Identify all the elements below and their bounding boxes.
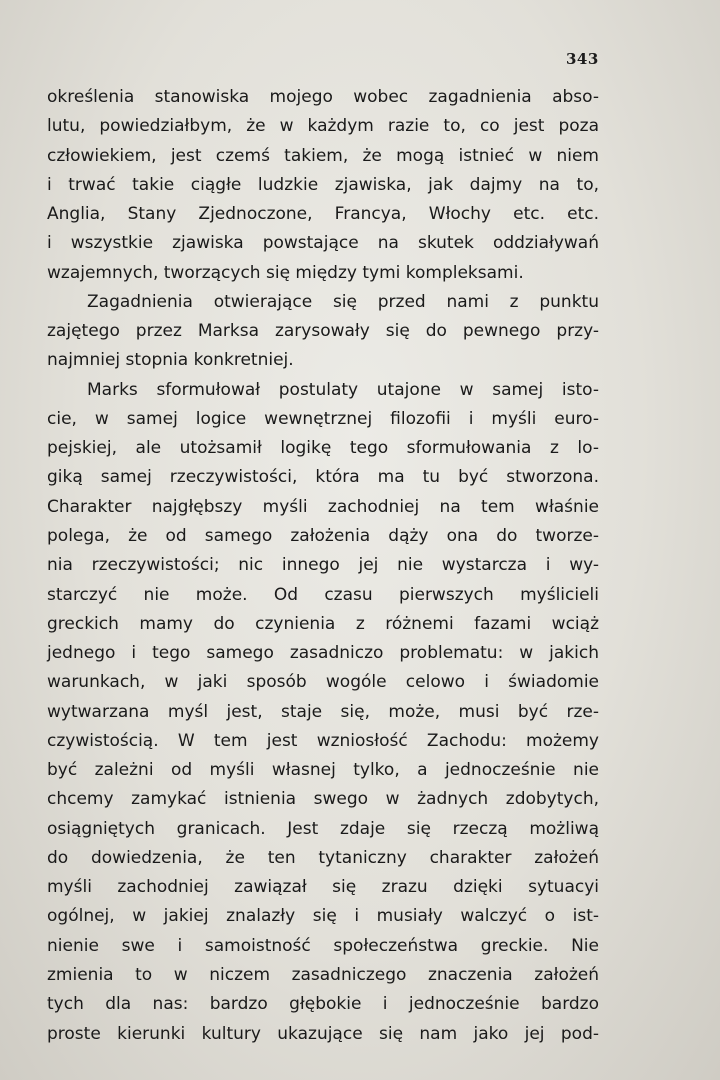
text-line: chcemy zamykać istnienia swego w żadnych zdobytych, [47, 789, 599, 810]
text-line: polega, że od samego założenia dąży ona do tworze- [47, 525, 599, 546]
text-line: proste kierunki kultury ukazujące się nam jako jej pod- [47, 1023, 599, 1044]
text-line: Zagadnienia otwierające się przed nami z punktu [87, 291, 599, 312]
text-line: i wszystkie zjawiska powstające na skutek oddziaływań [47, 233, 599, 254]
text-line: zajętego przez Marksa zarysowały się do pewnego przy- [47, 321, 599, 342]
text-line: czywistością. W tem jest wzniosłość Zachodu: możemy [47, 730, 599, 751]
text-line: cie, w samej logice wewnętrznej filozofii i myśli euro- [47, 408, 599, 429]
text-line: człowiekiem, jest czemś takiem, że mogą istnieć w niem [47, 145, 599, 166]
text-line: lutu, powiedziałbym, że w każdym razie to, co jest poza [47, 116, 599, 137]
text-line: Charakter najgłębszy myśli zachodniej na tem właśnie [47, 496, 599, 517]
text-line: nienie swe i samoistność społeczeństwa greckie. Nie [47, 935, 599, 956]
text-line: i trwać takie ciągłe ludzkie zjawiska, jak dajmy na to, [47, 174, 599, 195]
text-line: wzajemnych, tworzących się między tymi kompleksami. [47, 262, 524, 283]
text-line: Marks sformułował postulaty utajone w samej isto- [87, 379, 599, 400]
page-number: 343 [566, 50, 599, 68]
body-text [47, 83, 599, 1049]
text-line: myśli zachodniej zawiązał się zrazu dzięki sytuacyi [47, 877, 599, 898]
text-line: tych dla nas: bardzo głębokie i jednocześnie bardzo [47, 994, 599, 1015]
text-line: określenia stanowiska mojego wobec zagadnienia abso- [47, 87, 599, 107]
text-line: ogólnej, w jakiej znalazły się i musiały walczyć o ist- [47, 906, 599, 927]
text-line: greckich mamy do czynienia z różnemi fazami wciąż [47, 613, 599, 634]
text-line: nia rzeczywistości; nic innego jej nie wystarcza i wy- [47, 555, 599, 576]
text-line: starczyć nie może. Od czasu pierwszych myślicieli [47, 584, 599, 605]
text-line: jednego i tego samego zasadniczo problematu: w jakich [47, 643, 599, 664]
text-line: do dowiedzenia, że ten tytaniczny charakter założeń [47, 847, 599, 868]
text-line: giką samej rzeczywistości, która ma tu być stworzona. [47, 467, 599, 488]
text-line: wytwarzana myśl jest, staje się, może, musi być rze- [47, 701, 599, 722]
text-line: pejskiej, ale utożsamił logikę tego sformułowania z lo- [47, 438, 599, 459]
text-line: osiągniętych granicach. Jest zdaje się rzeczą możliwą [47, 818, 599, 839]
text-line: warunkach, w jaki sposób wogóle celowo i świadomie [47, 672, 599, 693]
text-line: Anglia, Stany Zjednoczone, Francya, Włochy etc. etc. [47, 204, 599, 225]
text-line: być zależni od myśli własnej tylko, a jednocześnie nie [47, 760, 599, 781]
text-line: zmienia to w niczem zasadniczego znaczenia założeń [47, 964, 599, 985]
text-line: najmniej stopnia konkretniej. [47, 350, 294, 371]
